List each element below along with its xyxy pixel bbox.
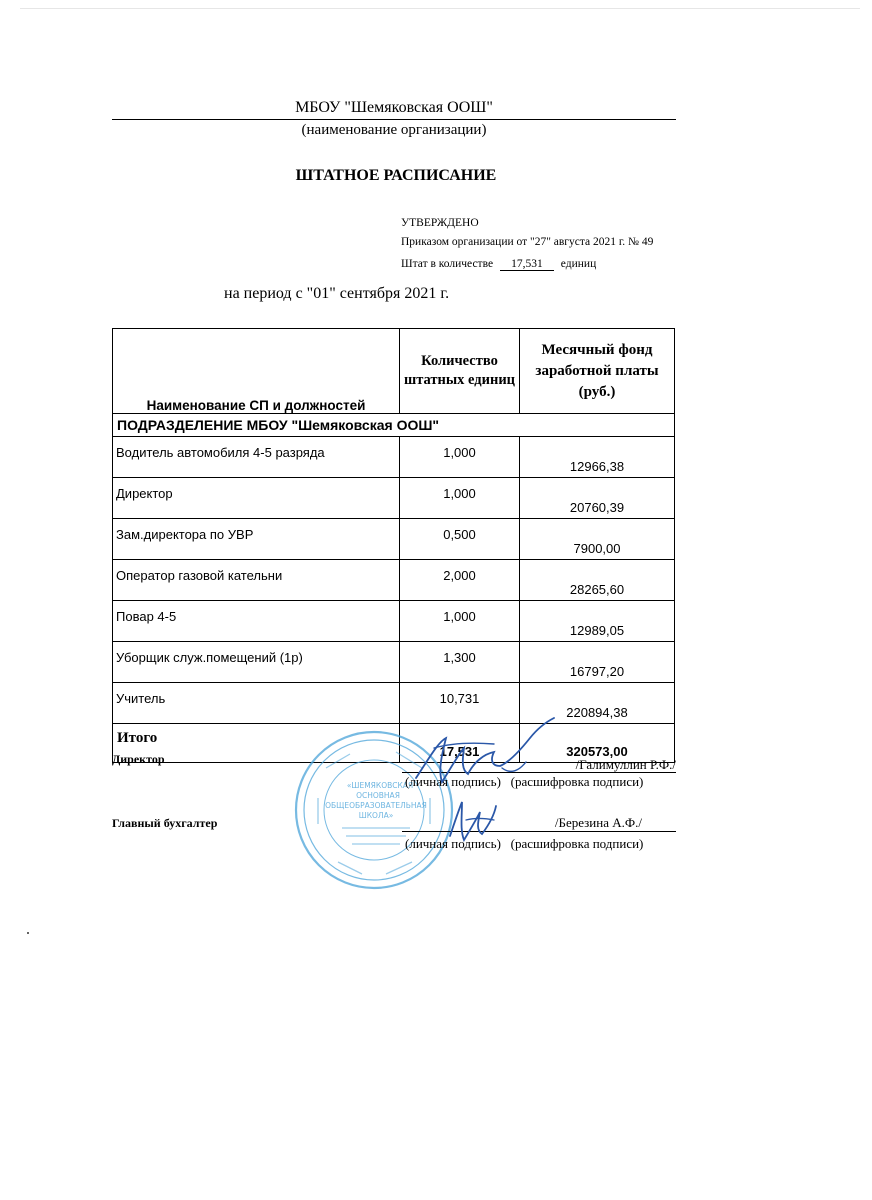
position-cell: Водитель автомобиля 4-5 разряда [113,437,400,478]
organization-underline [112,119,676,120]
position-cell: Зам.директора по УВР [113,519,400,560]
signature-name-accountant: /Березина А.Ф./ [554,815,642,830]
stamp-line-3: ОБЩЕОБРАЗОВАТЕЛЬНАЯ [325,801,427,810]
position-cell: Уборщик служ.помещений (1р) [113,642,400,683]
fund-cell: 16797,20 [520,642,675,683]
organization-name: МБОУ "Шемяковская ООШ" [295,99,493,116]
quantity-cell: 0,500 [400,519,520,560]
approved-label: УТВЕРЖДЕНО [401,217,479,229]
quantity-cell: 1,000 [400,601,520,642]
table-row [113,519,675,560]
signature-role-director: Директор [112,752,165,766]
quantity-cell: 1,300 [400,642,520,683]
scan-edge [20,8,860,9]
fund-cell: 12989,05 [520,601,675,642]
position-cell: Повар 4-5 [113,601,400,642]
table-row [113,478,675,519]
quantity-cell: 1,000 [400,478,520,519]
total-label: Итого [113,724,400,763]
signature-line-accountant [402,831,676,832]
signature-captions-director [405,774,643,790]
caption-personal-signature: (личная подпись) [405,836,501,851]
staff-suffix: единиц [560,258,597,270]
staff-prefix: Штат в количестве [401,258,494,270]
stamp-line-2: ОСНОВНАЯ [356,791,400,800]
total-fund: 320573,00 [520,724,675,763]
caption-signature-decoding: (расшифровка подписи) [510,774,644,789]
stamp-line-1: «ШЕМЯКОВСКАЯ [346,781,414,790]
table-row [113,560,675,601]
staff-table [112,328,675,763]
signature-line-director [402,772,676,773]
table-row [113,642,675,683]
header-position: Наименование СП и должностей [113,329,400,414]
period-line: на период с "01" сентября 2021 г. [224,285,450,302]
caption-personal-signature: (личная подпись) [405,774,501,789]
table-row [113,601,675,642]
fund-cell: 28265,60 [520,560,675,601]
position-cell: Директор [113,478,400,519]
fund-cell: 220894,38 [520,683,675,724]
fund-cell: 20760,39 [520,478,675,519]
signature-name-director: /Галимуллин Р.Ф./ [575,757,676,772]
signature-captions-accountant [405,836,643,852]
table-row [113,437,675,478]
staff-count: 17,531 [500,258,554,271]
quantity-cell: 2,000 [400,560,520,601]
organization-caption: (наименование организации) [301,122,487,138]
scan-speck [27,932,29,934]
caption-signature-decoding: (расшифровка подписи) [510,836,644,851]
header-salary-fund: Месячный фонд заработной платы (руб.) [520,329,675,414]
table-row [113,683,675,724]
fund-cell: 12966,38 [520,437,675,478]
quantity-cell: 10,731 [400,683,520,724]
header-quantity: Количество штатных единиц [400,329,520,414]
signature-role-accountant: Главный бухгалтер [112,816,218,830]
total-quantity: 17,531 [400,724,520,763]
position-cell: Оператор газовой кательни [113,560,400,601]
position-cell: Учитель [113,683,400,724]
staff-count-line [401,258,596,271]
section-row: ПОДРАЗДЕЛЕНИЕ МБОУ "Шемяковская ООШ" [113,414,675,437]
document-title: ШТАТНОЕ РАСПИСАНИЕ [295,167,497,184]
order-line: Приказом организации от "27" августа 2021 г. № 49 [401,236,654,248]
stamp-line-4: ШКОЛА» [358,811,394,820]
fund-cell: 7900,00 [520,519,675,560]
quantity-cell: 1,000 [400,437,520,478]
